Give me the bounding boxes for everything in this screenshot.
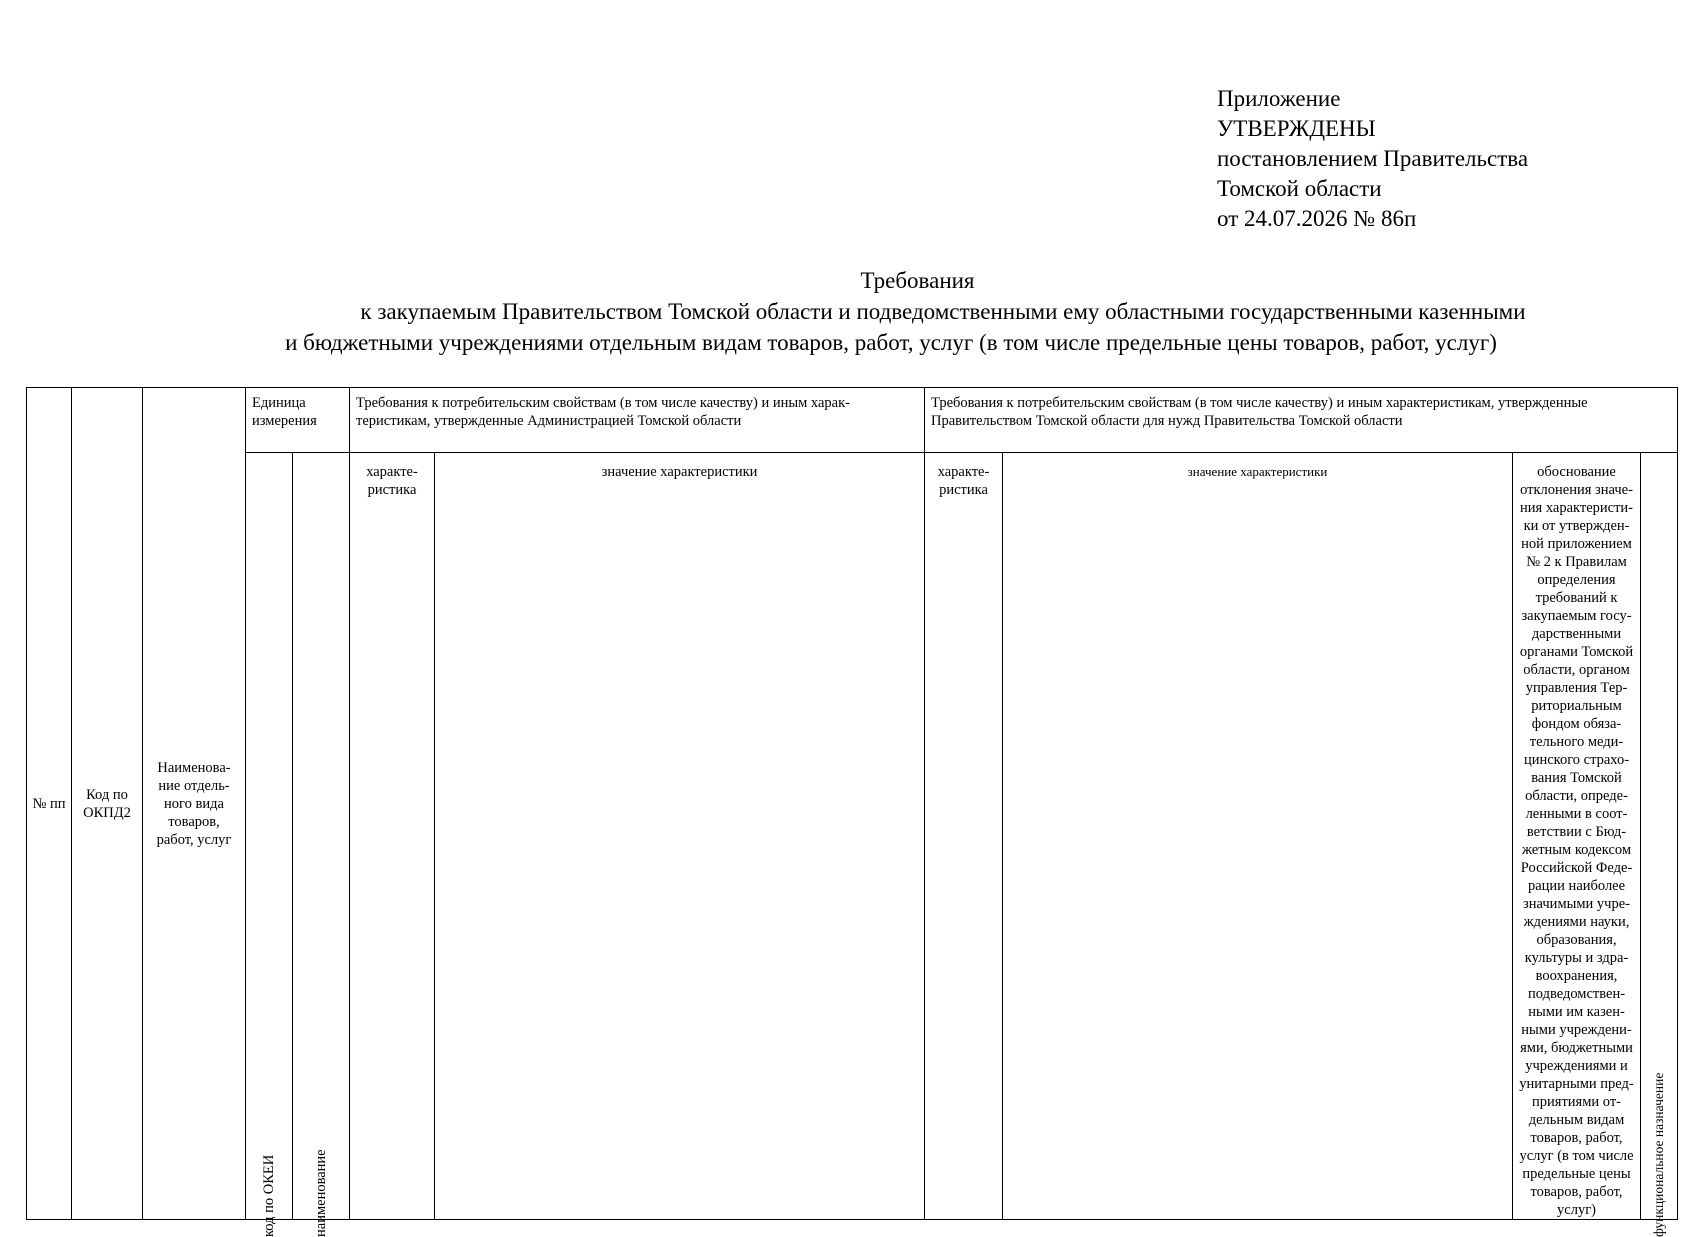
column-header-gov-characteristic: характе-ристика xyxy=(925,453,1003,1220)
approval-block xyxy=(1217,84,1528,234)
approval-appendix: Приложение xyxy=(1217,86,1341,111)
column-header-functional-purpose: функциональное назначение xyxy=(1641,453,1678,1220)
requirements-table xyxy=(26,387,1678,1237)
column-header-admin-characteristic: характе-ристика xyxy=(350,453,435,1220)
title-subheading-2: и бюджетными учреждениями отдельным видам товаров, работ, услуг (в том числе предельные цены товаров, работ, услуг) xyxy=(285,330,1497,355)
approval-date-number: от 24.07.2026 № 86п xyxy=(1217,206,1417,231)
column-header-admin-value: значение характеристики xyxy=(435,453,925,1220)
column-header-deviation-justification: обоснование отклонения значе-ния характеристи-ки от утвержден-ной приложением № 2 к Правилам определения требований к закупаемым госу-дарственными органами Томской области, органом управления Тер-риториальным фондом обяза-тельного меди-цинского страхо-вания Томской области, опреде-ленными в соот-ветствии с Бюд-жетным кодексом Российской Феде-рации наиболее значимыми учре-ждениями науки, образования, культуры и здра-воохранения, подведомствен-ными им казен-ными учреждени-ями, бюджетными учреждениями и унитарными пред-приятиями от-дельным видам товаров, работ, услуг (в том числе предельные цены товаров, работ, услуг) xyxy=(1513,453,1641,1220)
column-header-gov-requirements: Требования к потребительским свойствам (в том числе качеству) и иным характеристикам, утвержденные Правительством Томской области для нужд Правительства Томской области xyxy=(925,388,1678,453)
approval-approved: УТВЕРЖДЕНЫ xyxy=(1217,116,1376,141)
table-header-row-2 xyxy=(27,453,1678,1220)
column-header-okei-code: код по ОКЕИ xyxy=(246,453,293,1220)
column-header-item-name: Наименова-ние отдель-ного вида товаров, работ, услуг xyxy=(143,388,246,1220)
column-header-unit: Единица измерения xyxy=(246,388,350,453)
column-header-number: № пп xyxy=(27,388,72,1220)
title-subheading-1: к закупаемым Правительством Томской области и подведомственными ему областными государственными казенными xyxy=(360,299,1526,324)
table-header-row-1 xyxy=(27,388,1678,453)
column-header-gov-value: значение характеристики xyxy=(1003,453,1513,1220)
title-heading: Требования xyxy=(860,268,975,293)
approval-region: Томской области xyxy=(1217,176,1382,201)
column-header-unit-name: наименование xyxy=(293,453,350,1220)
column-header-admin-requirements: Требования к потребительским свойствам (в том числе качеству) и иным харак-теристикам, утвержденные Администрацией Томской области xyxy=(350,388,925,453)
approval-by-resolution: постановлением Правительства xyxy=(1217,146,1529,171)
column-header-okpd2: Код по ОКПД2 xyxy=(72,388,143,1220)
document-title xyxy=(130,265,1630,358)
